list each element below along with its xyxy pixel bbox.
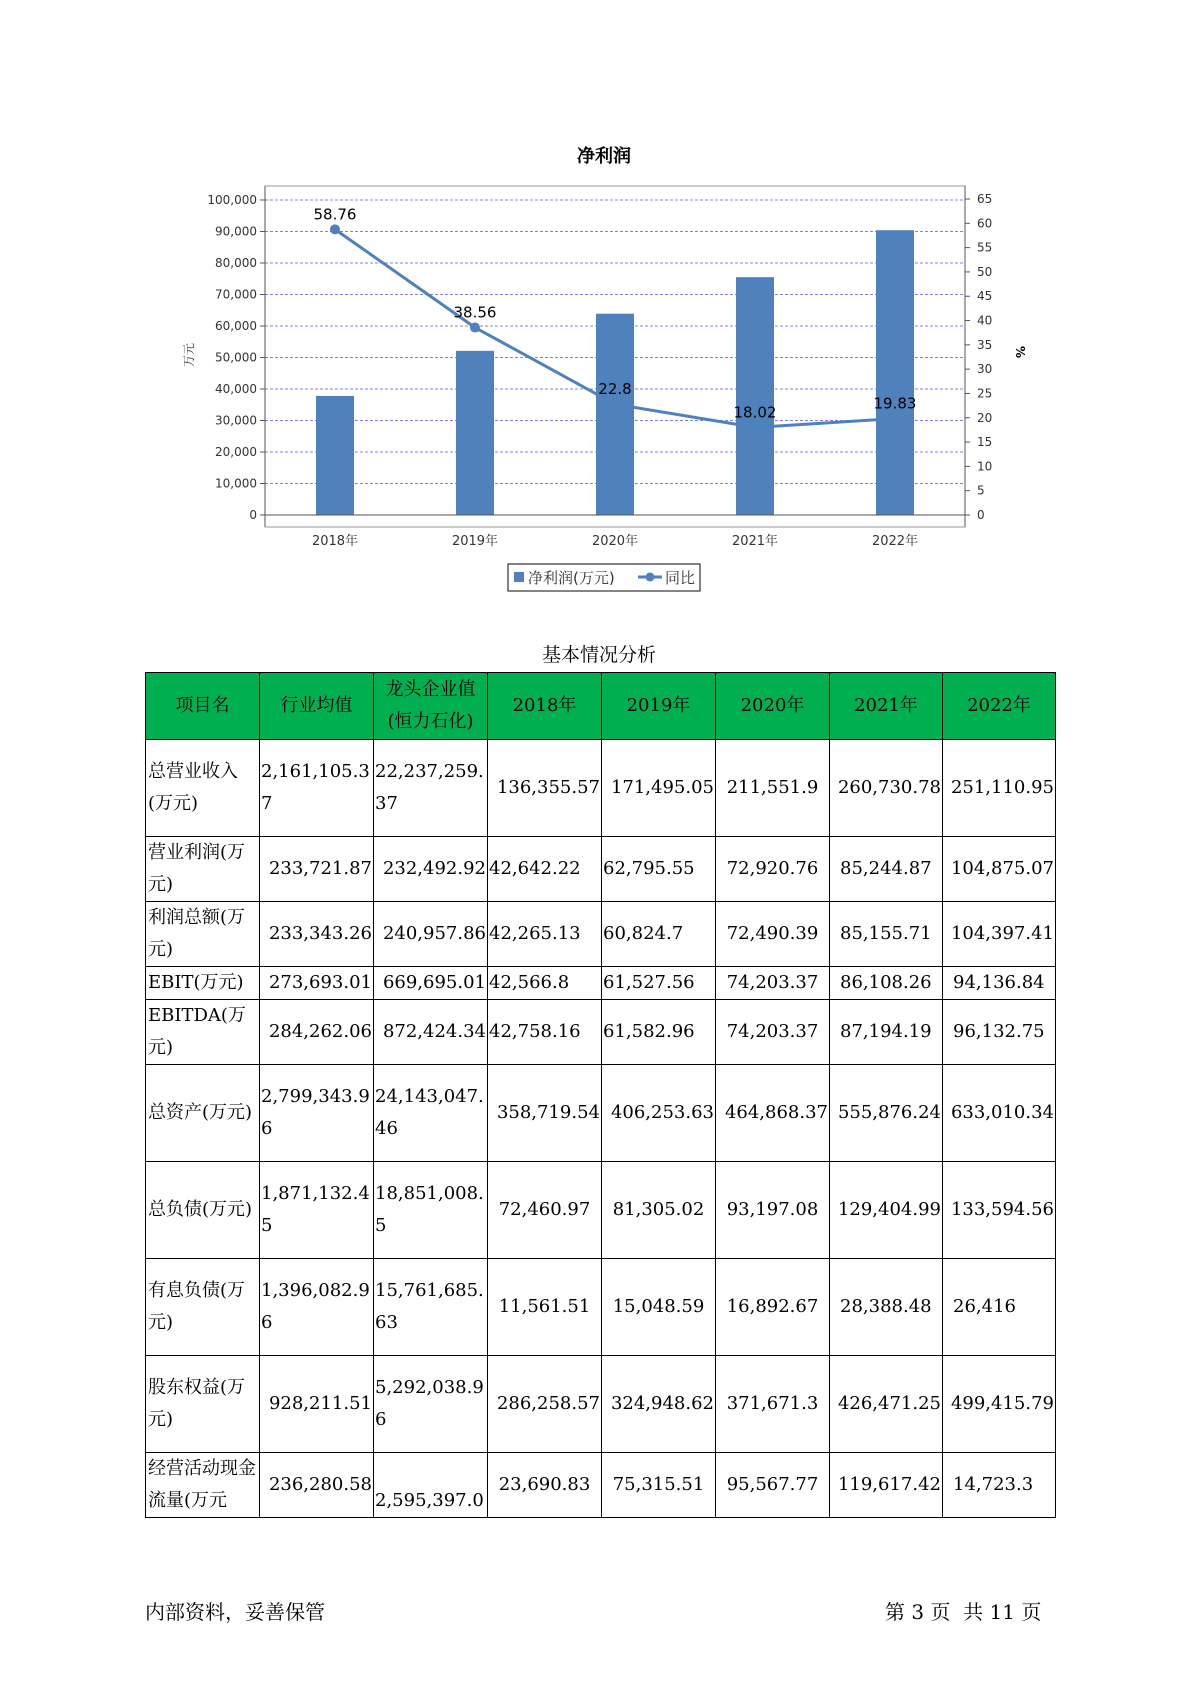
cell-2022: 96,132.75 — [943, 1000, 1056, 1065]
header-2021: 2021年 — [830, 673, 943, 740]
header-item-name: 项目名 — [146, 673, 260, 740]
cell-2019: 15,048.59 — [602, 1259, 716, 1356]
cell-2020: 72,490.39 — [716, 902, 830, 967]
y-left-tick-label: 50,000 — [215, 350, 257, 365]
cell-leader-value: 18,851,008.5 — [374, 1162, 488, 1259]
cell-2019: 61,582.96 — [602, 1000, 716, 1065]
cell-2021: 85,244.87 — [830, 837, 943, 902]
cell-leader-value: 240,957.86 — [374, 902, 488, 967]
y-left-tick-label: 0 — [249, 508, 257, 522]
y-right-tick-label: 20 — [977, 410, 993, 425]
cell-2020: 211,551.9 — [716, 740, 830, 837]
cell-2018: 42,758.16 — [488, 1000, 602, 1065]
y-right-tick-label: 10 — [977, 459, 993, 474]
row-name: 利润总额(万元) — [146, 902, 260, 967]
cell-2018: 42,566.8 — [488, 967, 602, 1000]
cell-2020: 464,868.37 — [716, 1065, 830, 1162]
y-right-tick-label: 25 — [977, 386, 993, 401]
header-industry-avg: 行业均值 — [260, 673, 374, 740]
cell-2019: 81,305.02 — [602, 1162, 716, 1259]
cell-2018: 136,355.57 — [488, 740, 602, 837]
table-header-row — [146, 673, 1056, 740]
cell-2018: 23,690.83 — [488, 1453, 602, 1518]
table-row — [146, 1356, 1056, 1453]
header-leader-value: 龙头企业值(恒力石化) — [374, 673, 488, 740]
row-name: 有息负债(万元) — [146, 1259, 260, 1356]
y-left-tick-label: 10,000 — [215, 476, 257, 491]
legend-bar-swatch — [514, 572, 524, 582]
cell-industry-avg: 1,396,082.96 — [260, 1259, 374, 1356]
table-row — [146, 967, 1056, 1000]
y-axis-right-label: % — [1013, 345, 1027, 359]
y-right-tick-label: 50 — [977, 264, 993, 279]
footer-page-number: 第 3 页 共 11 页 — [885, 1600, 1042, 1624]
cell-2018: 11,561.51 — [488, 1259, 602, 1356]
header-2022: 2022年 — [943, 673, 1056, 740]
y-right-tick-label: 35 — [977, 337, 993, 352]
cell-industry-avg: 2,799,343.96 — [260, 1065, 374, 1162]
legend-line-label: 同比 — [665, 569, 696, 587]
cell-2019: 60,824.7 — [602, 902, 716, 967]
row-name: 经营活动现金流量(万元 — [146, 1453, 260, 1518]
row-name: 营业利润(万元) — [146, 837, 260, 902]
footer-confidential-note: 内部资料，妥善保管 — [145, 1600, 325, 1624]
row-name: EBITDA(万元) — [146, 1000, 260, 1065]
cell-2021: 426,471.25 — [830, 1356, 943, 1453]
y-left-tick-label: 100,000 — [207, 193, 257, 207]
row-name: 总负债(万元) — [146, 1162, 260, 1259]
y-right-tick-label: 45 — [977, 289, 993, 304]
cell-industry-avg: 273,693.01 — [260, 967, 374, 1000]
net-profit-bar — [596, 314, 634, 515]
table-row — [146, 1453, 1056, 1518]
net-profit-bar — [316, 396, 354, 515]
chart-legend — [508, 564, 700, 591]
net-profit-bar — [876, 230, 914, 515]
y-left-tick-label: 60,000 — [215, 319, 257, 333]
table-row — [146, 1065, 1056, 1162]
chart-title: 净利润 — [577, 146, 631, 167]
yoy-growth-point — [610, 399, 620, 409]
net-profit-bar — [736, 277, 774, 515]
cell-leader-value: 872,424.34 — [374, 1000, 488, 1065]
cell-2021: 85,155.71 — [830, 902, 943, 967]
cell-industry-avg: 2,161,105.37 — [260, 740, 374, 837]
cell-2021: 555,876.24 — [830, 1065, 943, 1162]
row-name: 总资产(万元) — [146, 1065, 260, 1162]
cell-2021: 86,108.26 — [830, 967, 943, 1000]
cell-2022: 104,875.07 — [943, 837, 1056, 902]
y-left-tick-label: 20,000 — [215, 445, 257, 459]
cell-2021: 28,388.48 — [830, 1259, 943, 1356]
y-left-tick-label: 40,000 — [215, 382, 257, 396]
row-name: EBIT(万元) — [146, 967, 260, 1000]
cell-2019: 324,948.62 — [602, 1356, 716, 1453]
cell-2018: 286,258.57 — [488, 1356, 602, 1453]
y-left-tick-label: 80,000 — [215, 256, 257, 270]
cell-leader-value: 5,292,038.96 — [374, 1356, 488, 1453]
y-right-tick-label: 60 — [977, 216, 993, 231]
cell-leader-value: 22,237,259.37 — [374, 740, 488, 837]
row-name: 股东权益(万元) — [146, 1356, 260, 1453]
y-right-tick-label: 30 — [977, 362, 993, 377]
yoy-growth-point — [470, 323, 480, 333]
cell-2018: 358,719.54 — [488, 1065, 602, 1162]
cell-leader-value: 24,143,047.46 — [374, 1065, 488, 1162]
cell-2021: 129,404.99 — [830, 1162, 943, 1259]
cell-leader-value: 669,695.01 — [374, 967, 488, 1000]
yoy-growth-point — [890, 414, 900, 424]
legend-line-marker — [646, 573, 655, 582]
cell-industry-avg: 233,343.26 — [260, 902, 374, 967]
y-right-tick-label: 5 — [977, 483, 985, 498]
row-name: 总营业收入(万元) — [146, 740, 260, 837]
header-2020: 2020年 — [716, 673, 830, 740]
y-left-tick-label: 90,000 — [215, 224, 257, 239]
header-2019: 2019年 — [602, 673, 716, 740]
y-right-tick-label: 15 — [977, 435, 993, 450]
y-left-tick-label: 70,000 — [215, 287, 257, 302]
table-caption: 基本情况分析 — [541, 644, 656, 666]
legend-bar-label: 净利润(万元) — [528, 569, 615, 587]
cell-2021: 260,730.78 — [830, 740, 943, 837]
yoy-growth-label: 38.56 — [453, 303, 497, 322]
table-row — [146, 1259, 1056, 1356]
y-left-tick-label: 30,000 — [215, 413, 257, 428]
cell-2019: 171,495.05 — [602, 740, 716, 837]
y-right-tick-label: 40 — [977, 313, 993, 328]
cell-2022: 26,416 — [943, 1259, 1056, 1356]
yoy-growth-label: 19.83 — [873, 394, 917, 413]
cell-2022: 499,415.79 — [943, 1356, 1056, 1453]
net-profit-chart — [0, 0, 1191, 600]
yoy-growth-point — [750, 422, 760, 432]
cell-2020: 74,203.37 — [716, 1000, 830, 1065]
cell-2022: 104,397.41 — [943, 902, 1056, 967]
cell-2021: 119,617.42 — [830, 1453, 943, 1518]
y-axis-left — [207, 186, 265, 527]
x-tick-label: 2022年 — [871, 534, 919, 549]
y-right-tick-label: 0 — [977, 508, 985, 522]
table-row — [146, 740, 1056, 837]
x-tick-label: 2019年 — [451, 534, 499, 549]
cell-2018: 42,642.22 — [488, 837, 602, 902]
x-tick-label: 2018年 — [311, 534, 359, 549]
y-axis-right — [965, 186, 992, 527]
cell-2019: 406,253.63 — [602, 1065, 716, 1162]
cell-2020: 74,203.37 — [716, 967, 830, 1000]
x-tick-label: 2020年 — [591, 534, 639, 549]
y-axis-left-label: 万元 — [182, 342, 196, 368]
header-2018: 2018年 — [488, 673, 602, 740]
cell-leader-value: 232,492.92 — [374, 837, 488, 902]
x-tick-label: 2021年 — [731, 534, 779, 549]
cell-2020: 16,892.67 — [716, 1259, 830, 1356]
cell-2019: 62,795.55 — [602, 837, 716, 902]
cell-2022: 94,136.84 — [943, 967, 1056, 1000]
cell-industry-avg: 236,280.58 — [260, 1453, 374, 1518]
cell-2020: 93,197.08 — [716, 1162, 830, 1259]
bar-series — [316, 230, 914, 515]
yoy-growth-label: 58.76 — [313, 205, 357, 224]
x-axis — [265, 515, 965, 549]
basic-analysis-table — [145, 672, 1056, 1518]
cell-2018: 72,460.97 — [488, 1162, 602, 1259]
cell-2022: 251,110.95 — [943, 740, 1056, 837]
table-row — [146, 1162, 1056, 1259]
cell-leader-value: 15,761,685.63 — [374, 1259, 488, 1356]
cell-industry-avg: 928,211.51 — [260, 1356, 374, 1453]
table-row — [146, 902, 1056, 967]
y-right-tick-label: 65 — [977, 192, 993, 206]
cell-2018: 42,265.13 — [488, 902, 602, 967]
y-right-tick-label: 55 — [977, 240, 993, 255]
cell-2022: 633,010.34 — [943, 1065, 1056, 1162]
cell-2020: 371,671.3 — [716, 1356, 830, 1453]
cell-industry-avg: 284,262.06 — [260, 1000, 374, 1065]
cell-industry-avg: 233,721.87 — [260, 837, 374, 902]
cell-2019: 75,315.51 — [602, 1453, 716, 1518]
yoy-growth-label: 18.02 — [733, 403, 777, 422]
yoy-growth-point — [330, 224, 340, 234]
net-profit-bar — [456, 351, 494, 515]
cell-industry-avg: 1,871,132.45 — [260, 1162, 374, 1259]
cell-2019: 61,527.56 — [602, 967, 716, 1000]
cell-2020: 95,567.77 — [716, 1453, 830, 1518]
table-row — [146, 837, 1056, 902]
cell-2020: 72,920.76 — [716, 837, 830, 902]
table-row — [146, 1000, 1056, 1065]
cell-2022: 14,723.3 — [943, 1453, 1056, 1518]
cell-2022: 133,594.56 — [943, 1162, 1056, 1259]
cell-2021: 87,194.19 — [830, 1000, 943, 1065]
cell-leader-value: 2,595,397.0 — [374, 1453, 488, 1518]
yoy-growth-label: 22.8 — [598, 380, 632, 399]
